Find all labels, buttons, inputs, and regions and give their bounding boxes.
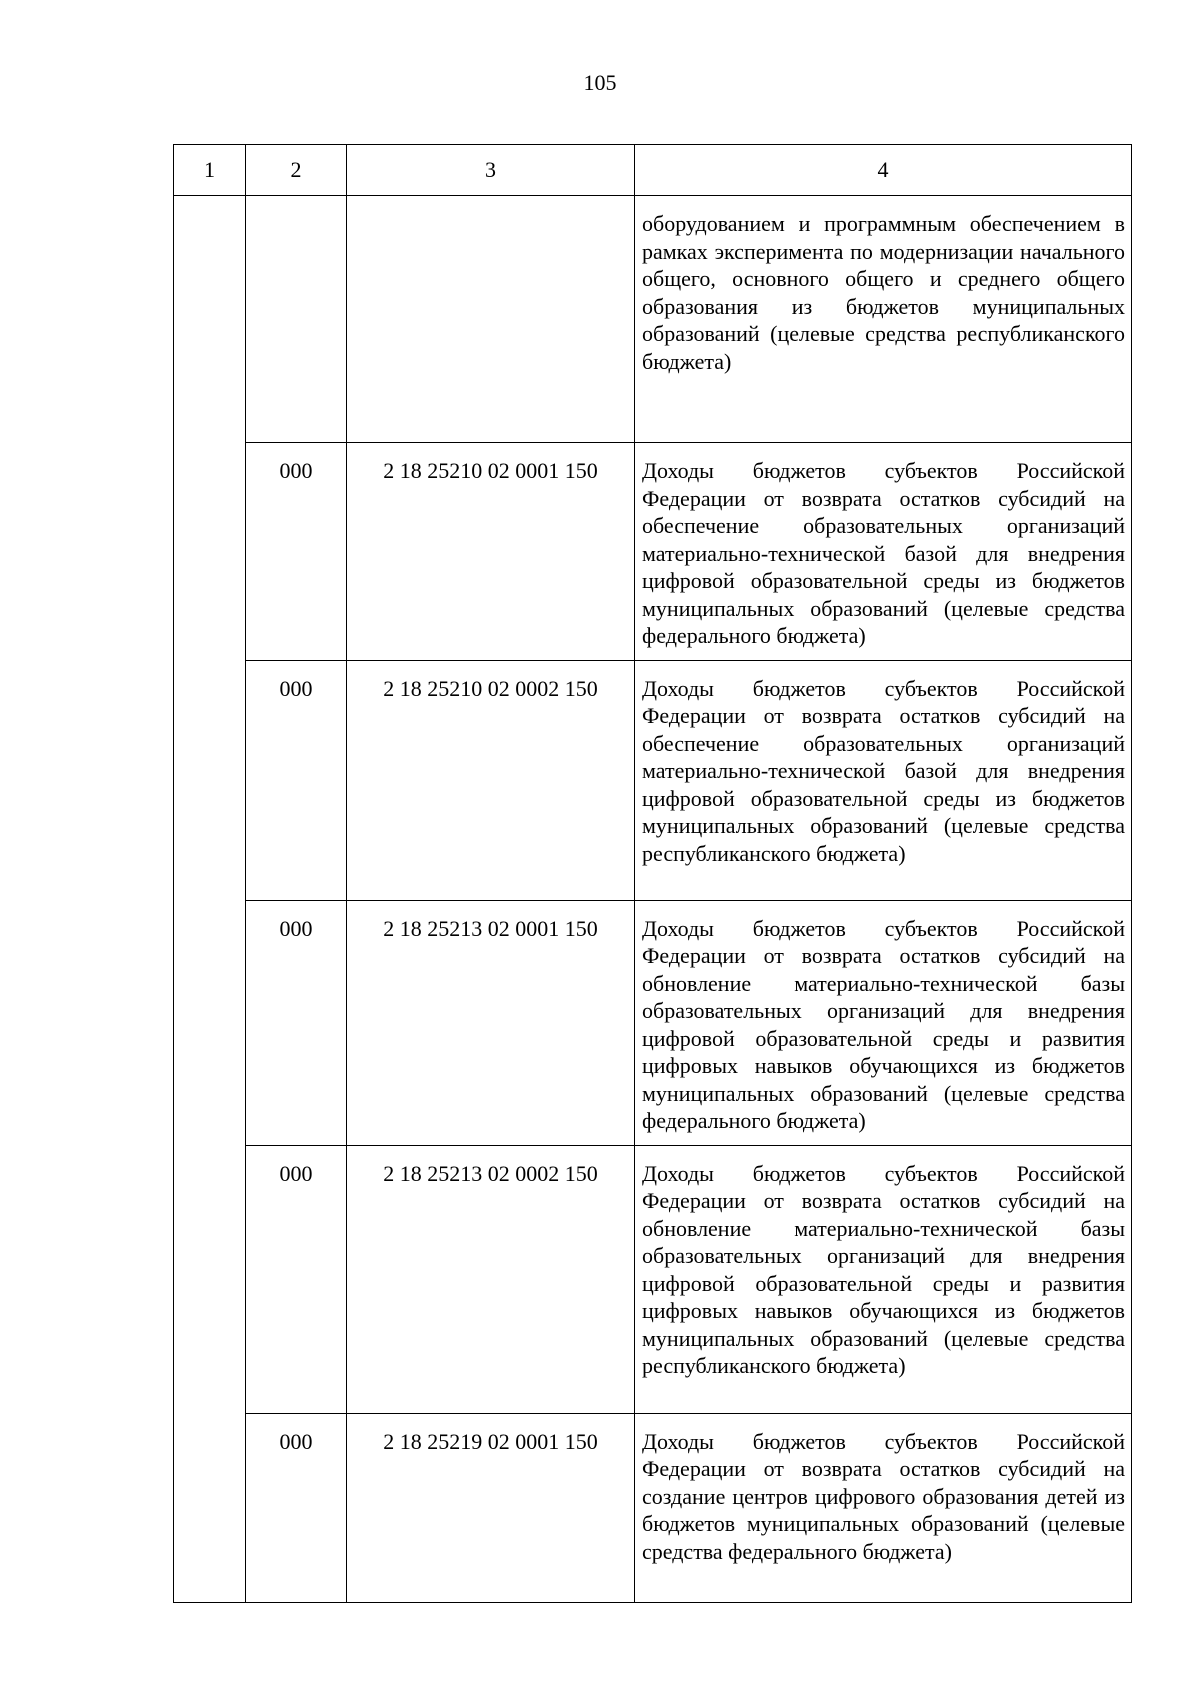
table-row (174, 1413, 1132, 1602)
header-col-1: 1 (174, 145, 246, 196)
revenue-codes-table (173, 144, 1132, 1603)
budget-code-cell: 2 18 25213 02 0001 150 (347, 900, 635, 1145)
admin-code-cell (246, 196, 347, 443)
description-cell: оборудованием и программным обеспечением в рамках эксперимента по модернизации начального общего, основного общего и среднего общего образования из бюджетов муниципальных образований (целевые средства республиканского бюджета) (635, 196, 1132, 443)
table-row (174, 443, 1132, 661)
table-body (174, 196, 1132, 1603)
budget-code-cell: 2 18 25219 02 0001 150 (347, 1413, 635, 1602)
table-header (174, 145, 1132, 196)
header-col-4: 4 (635, 145, 1132, 196)
description-cell: Доходы бюджетов субъектов Российской Федерации от возврата остатков субсидий на обеспечение образовательных организаций материально-технической базой для внедрения цифровой образовательной среды из бюджетов муниципальных образований (целевые средства федерального бюджета) (635, 443, 1132, 661)
table-row (174, 900, 1132, 1145)
admin-code-cell: 000 (246, 660, 347, 900)
table-row (174, 1145, 1132, 1413)
budget-code-cell: 2 18 25213 02 0002 150 (347, 1145, 635, 1413)
description-cell: Доходы бюджетов субъектов Российской Федерации от возврата остатков субсидий на обновление материально-технической базы образовательных организаций для внедрения цифровой образовательной среды и развития цифровых навыков обучающихся из бюджетов муниципальных образований (целевые средства республиканского бюджета) (635, 1145, 1132, 1413)
table-row (174, 196, 1132, 443)
budget-code-cell (347, 196, 635, 443)
admin-code-cell: 000 (246, 1145, 347, 1413)
row-number-cell (174, 196, 246, 1603)
admin-code-cell: 000 (246, 1413, 347, 1602)
admin-code-cell: 000 (246, 443, 347, 661)
page-number: 105 (583, 70, 617, 95)
table-row (174, 660, 1132, 900)
admin-code-cell: 000 (246, 900, 347, 1145)
header-col-3: 3 (347, 145, 635, 196)
budget-code-cell: 2 18 25210 02 0001 150 (347, 443, 635, 661)
description-cell: Доходы бюджетов субъектов Российской Федерации от возврата остатков субсидий на обновление материально-технической базы образовательных организаций для внедрения цифровой образовательной среды и развития цифровых навыков обучающихся из бюджетов муниципальных образований (целевые средства федерального бюджета) (635, 900, 1132, 1145)
description-cell: Доходы бюджетов субъектов Российской Федерации от возврата остатков субсидий на обеспечение образовательных организаций материально-технической базой для внедрения цифровой образовательной среды из бюджетов муниципальных образований (целевые средства республиканского бюджета) (635, 660, 1132, 900)
budget-code-cell: 2 18 25210 02 0002 150 (347, 660, 635, 900)
description-cell: Доходы бюджетов субъектов Российской Федерации от возврата остатков субсидий на создание центров цифрового образования детей из бюджетов муниципальных образований (целевые средства федерального бюджета) (635, 1413, 1132, 1602)
header-row (174, 145, 1132, 196)
header-col-2: 2 (246, 145, 347, 196)
